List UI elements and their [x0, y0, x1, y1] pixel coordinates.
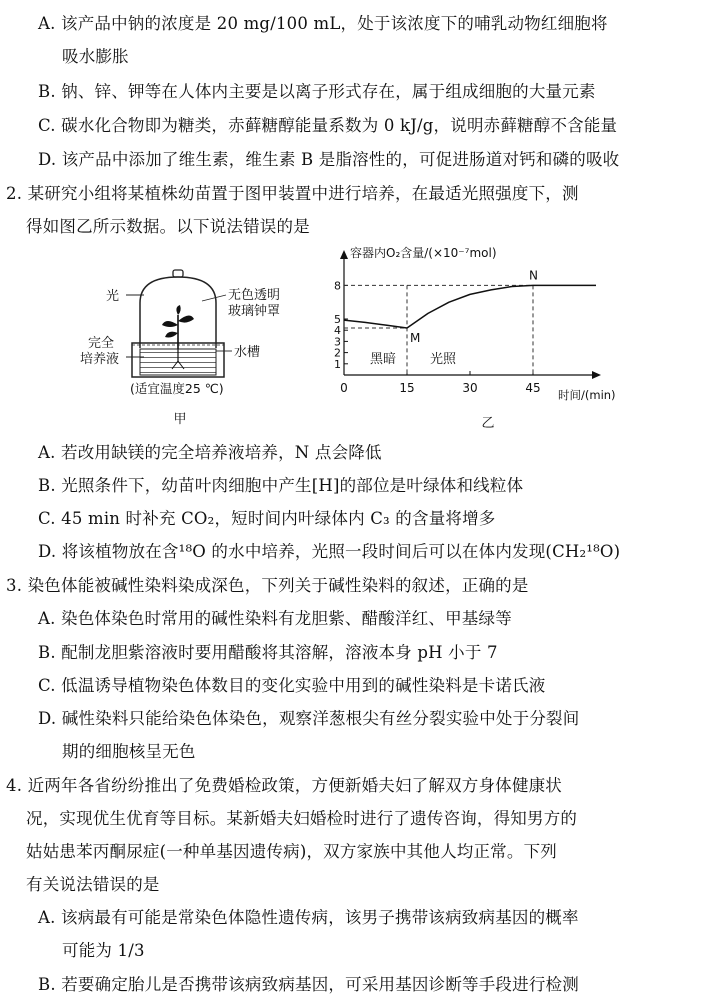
q2-option-d: D. 将该植物放在含¹⁸O 的水中培养，光照一段时间后可以在体内发现(CH₂¹⁸O)	[38, 542, 621, 561]
q3-option-d: D. 碱性染料只能给染色体染色，观察洋葱根尖有丝分裂实验中处于分裂间	[38, 709, 580, 728]
label-tank: 水槽	[234, 345, 261, 360]
label-dark: 黑暗	[370, 352, 397, 367]
figure-jia-apparatus	[70, 265, 310, 430]
o2-curve	[344, 285, 596, 328]
label-dome-2: 玻璃钟罩	[228, 304, 281, 319]
q1-option-a: A. 该产品中钠的浓度是 20 mg/100 mL，处于该浓度下的哺乳动物红细胞将	[38, 14, 608, 33]
y-tick-label: 4	[334, 324, 341, 338]
q4-stem-cont-2: 姑姑患苯丙酮尿症(一种单基因遗传病)，双方家族中其他人均正常。下列	[26, 842, 557, 861]
label-medium-2: 培养液	[80, 352, 120, 367]
q3-stem: 3. 染色体能被碱性染料染成深色，下列关于碱性染料的叙述，正确的是	[6, 576, 529, 595]
y-tick-label: 2	[334, 346, 341, 360]
y-tick-label: 8	[334, 279, 341, 293]
q2-stem-cont: 得如图乙所示数据。以下说法错误的是	[26, 217, 310, 236]
q1-option-a-cont: 吸水膨胀	[62, 47, 129, 66]
y-tick-label: 1	[334, 357, 341, 371]
caption-jia: 甲	[173, 412, 187, 427]
point-n-label: N	[529, 268, 538, 283]
label-temperature: (适宜温度25 ℃)	[130, 381, 224, 396]
q1-option-c: C. 碳水化合物即为糖类，赤藓糖醇能量系数为 0 kJ/g，说明赤藓糖醇不含能量	[38, 116, 618, 135]
y-axis-arrow-icon	[340, 250, 348, 259]
label-light: 光	[106, 289, 120, 304]
x-tick-label: 30	[462, 381, 478, 395]
q1-option-b: B. 钠、锌、钾等在人体内主要是以离子形式存在，属于组成细胞的大量元素	[38, 82, 596, 101]
point-m-label: M	[410, 330, 421, 345]
q2-stem: 2. 某研究小组将某植株幼苗置于图甲装置中进行培养，在最适光照强度下，测	[6, 184, 579, 203]
q4-stem-cont-1: 况，实现优生优育等目标。某新婚夫妇婚检时进行了遗传咨询，得知男方的	[26, 809, 578, 828]
q3-option-d-cont: 期的细胞核呈无色	[62, 742, 196, 761]
q2-option-c: C. 45 min 时补充 CO₂，短时间内叶绿体内 C₃ 的含量将增多	[38, 509, 496, 528]
q3-option-a: A. 染色体染色时常用的碱性染料有龙胆紫、醋酸洋红、甲基绿等	[38, 609, 512, 628]
y-tick-label: 5	[334, 313, 341, 326]
q3-option-c: C. 低温诱导植物染色体数目的变化实验中用到的碱性染料是卡诺氏液	[38, 676, 546, 695]
x-axis-label: 时间/(min)	[558, 388, 616, 402]
q2-option-a: A. 若改用缺镁的完全培养液培养，N 点会降低	[38, 443, 382, 462]
q4-option-a-cont: 可能为 1/3	[62, 941, 145, 960]
q4-option-a: A. 该病最有可能是常染色体隐性遗传病，该男子携带该病致病基因的概率	[38, 908, 579, 927]
caption-yi: 乙	[481, 416, 495, 431]
q4-stem-cont-3: 有关说法错误的是	[26, 875, 160, 894]
x-tick-label: 0	[340, 381, 348, 395]
x-axis-arrow-icon	[592, 371, 601, 379]
label-medium: 完全	[88, 336, 115, 351]
x-tick-label: 45	[525, 381, 541, 395]
x-tick-label: 15	[399, 381, 415, 395]
q2-option-b: B. 光照条件下，幼苗叶肉细胞中产生[H]的部位是叶绿体和线粒体	[38, 476, 524, 495]
label-dome: 无色透明	[228, 288, 281, 303]
q1-option-d: D. 该产品中添加了维生素，维生素 B 是脂溶性的，可促进肠道对钙和磷的吸收	[38, 150, 620, 169]
q4-option-b: B. 若要确定胎儿是否携带该病致病基因，可采用基因诊断等手段进行检测	[38, 975, 579, 994]
q4-stem: 4. 近两年各省纷纷推出了免费婚检政策，方便新婚夫妇了解双方身体健康状	[6, 776, 562, 795]
y-tick-label: 3	[334, 335, 341, 349]
dome-knob	[173, 270, 183, 277]
label-light-phase: 光照	[430, 352, 457, 367]
q3-option-b: B. 配制龙胆紫溶液时要用醋酸将其溶解，溶液本身 pH 小于 7	[38, 643, 498, 662]
y-axis-label: 容器内O₂含量/(×10⁻⁷mol)	[350, 246, 497, 260]
figure-yi-chart	[330, 245, 670, 435]
